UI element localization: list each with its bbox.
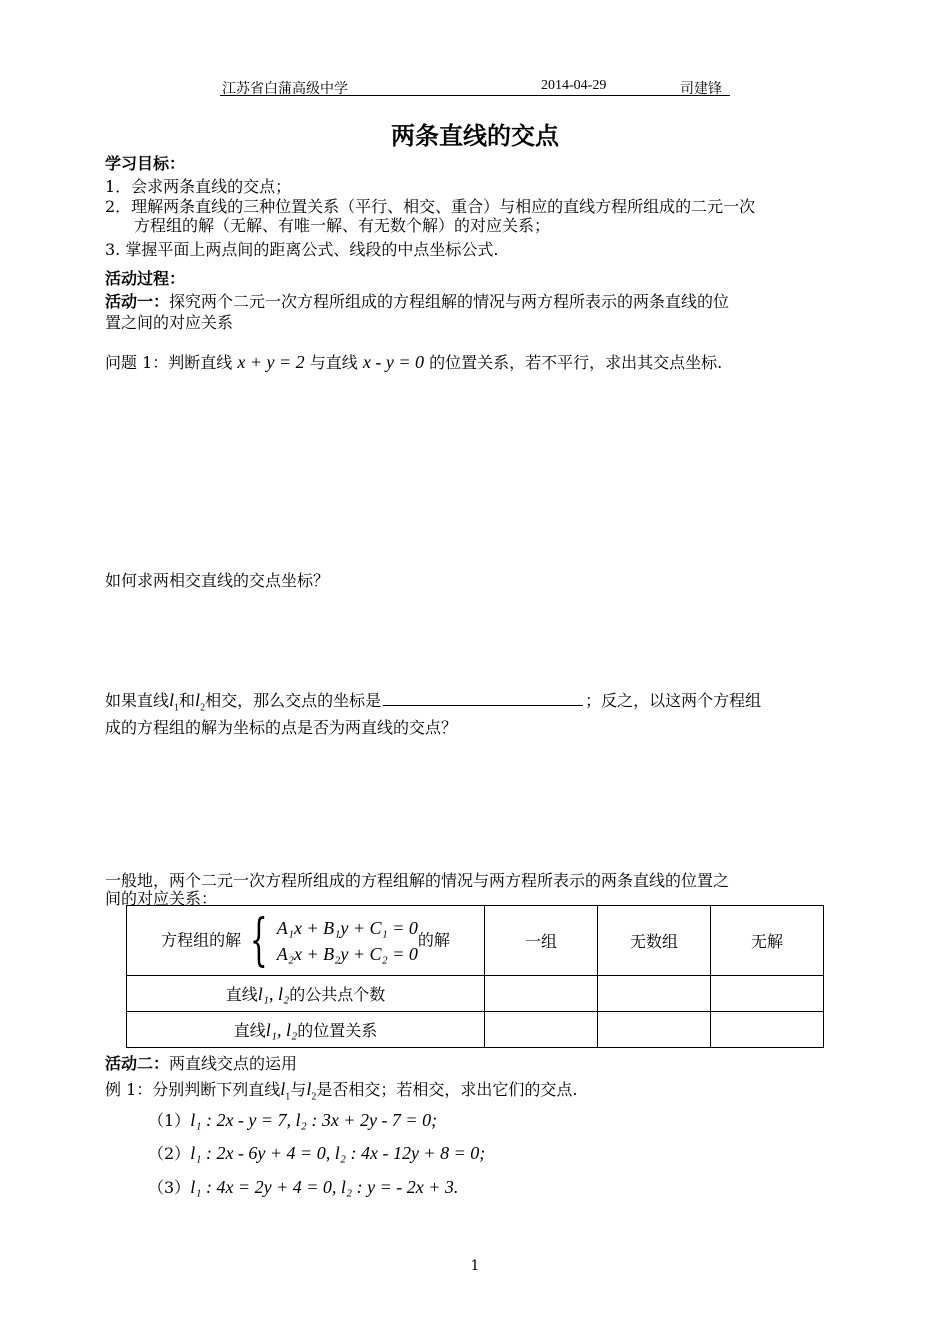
example1-mid: 与 <box>290 1080 307 1099</box>
question1-prefix: 问题 1：判断直线 <box>105 353 233 372</box>
page-number: 1 <box>470 1258 480 1274</box>
general-line1: 一般地，两个二元一次方程所组成的方程组解的情况与两方程所表示的两条直线的位置之 <box>105 871 730 890</box>
subscript: 1 <box>174 702 180 714</box>
example1-item <box>148 1108 437 1131</box>
example1-item <box>148 1175 458 1198</box>
answer-blank[interactable] <box>383 691 583 706</box>
if-lines-line1 <box>105 688 761 714</box>
table-cell-empty[interactable] <box>711 1012 824 1048</box>
l-letter: l <box>169 690 175 710</box>
row-label-suffix: 的位置关系 <box>297 1021 378 1040</box>
item-expression: l₁ : 2x - y = 7, l₂ : 3x + 2y - 7 = 0; <box>190 1110 438 1130</box>
equation-system <box>277 915 418 967</box>
row-label-math: l₁, l₂ <box>265 1020 298 1040</box>
item-number: （3） <box>148 1178 191 1197</box>
example1-prompt <box>105 1077 577 1103</box>
page-title: 两条直线的交点 <box>391 121 559 150</box>
objective-item: 1．会求两条直线的交点； <box>105 177 292 196</box>
equation-b: A₂x + B₂y + C₂ = 0 <box>276 943 418 964</box>
table-cell-empty[interactable] <box>598 1012 711 1048</box>
if-lines-line2: 成的方程组的解为坐标的点是否为两直线的交点？ <box>105 718 458 737</box>
activity1-line2: 置之间的对应关系 <box>105 313 234 332</box>
activity2-text: 两直线交点的运用 <box>169 1054 298 1073</box>
example1-suffix: 是否相交；若相交，求出它们的交点. <box>316 1080 578 1099</box>
item-expression: l₁ : 4x = 2y + 4 = 0, l₂ : y = - 2x + 3. <box>190 1177 459 1197</box>
table-cell-position <box>127 1012 485 1048</box>
if-lines-mid: 相交，那么交点的坐标是 <box>205 691 382 710</box>
objective-item: 3. 掌握平面上两点间的距离公式、线段的中点坐标公式. <box>105 240 499 259</box>
l-letter: l <box>306 1079 312 1099</box>
objective-item: 方程组的解（无解、有唯一解、有无数个解）的对应关系； <box>134 216 551 235</box>
if-lines-and: 和 <box>179 691 196 710</box>
item-number: （1） <box>148 1111 191 1130</box>
activity2 <box>105 1051 297 1074</box>
l2-symbol <box>195 690 206 714</box>
table-header-none: 无解 <box>711 906 824 976</box>
l1-symbol <box>280 1079 291 1103</box>
question1-eq1: x + y = 2 <box>237 352 305 372</box>
left-brace: { <box>249 907 268 973</box>
header-date: 2014-04-29 <box>541 78 607 93</box>
general-line2: 间的对应关系： <box>105 889 218 908</box>
l-letter: l <box>195 690 201 710</box>
item-number: （2） <box>148 1144 191 1163</box>
table-row <box>127 1012 824 1048</box>
subscript: 1 <box>285 1091 291 1103</box>
activity1-label: 活动一： <box>105 292 170 311</box>
activity2-label: 活动二： <box>105 1054 170 1073</box>
row-label-math: l₁, l₂ <box>257 984 290 1004</box>
table-cell-empty[interactable] <box>485 976 598 1012</box>
subscript: 2 <box>200 702 206 714</box>
question1-mid: 与直线 <box>309 353 358 372</box>
table-row <box>127 906 824 976</box>
table-cell-empty[interactable] <box>485 1012 598 1048</box>
row-label-suffix: 的公共点个数 <box>289 985 386 1004</box>
system-label-suffix: 的解 <box>417 930 450 949</box>
table-cell-system <box>127 906 485 976</box>
question1 <box>105 350 722 373</box>
item-expression: l₁ : 2x - 6y + 4 = 0, l₂ : 4x - 12y + 8 = 0; <box>190 1143 486 1163</box>
header-rule <box>220 95 730 96</box>
subscript: 2 <box>311 1091 317 1103</box>
table-header-one: 一组 <box>485 906 598 976</box>
table-cell-common-points <box>127 976 485 1012</box>
activity1-line1 <box>105 289 729 312</box>
row-label-prefix: 直线 <box>233 1021 266 1040</box>
process-heading: 活动过程： <box>105 269 186 288</box>
l1-symbol <box>169 690 180 714</box>
table-cell-empty[interactable] <box>711 976 824 1012</box>
question1-suffix: 的位置关系，若不平行，求出其交点坐标. <box>429 353 723 372</box>
example1-prefix: 例 1：分别判断下列直线 <box>105 1080 281 1099</box>
system-label-prefix: 方程组的解 <box>161 930 242 949</box>
l2-symbol <box>306 1079 317 1103</box>
header-school: 江苏省白蒲高级中学 <box>222 81 348 97</box>
example1-item <box>148 1141 485 1164</box>
activity1-text: 探究两个二元一次方程所组成的方程组解的情况与两方程所表示的两条直线的位 <box>169 292 730 311</box>
table-row <box>127 976 824 1012</box>
l-letter: l <box>280 1079 286 1099</box>
objectives-heading: 学习目标： <box>105 154 186 173</box>
if-lines-prefix: 如果直线 <box>105 691 170 710</box>
if-lines-suffix: ；反之，以这两个方程组 <box>585 691 762 710</box>
table-cell-empty[interactable] <box>598 976 711 1012</box>
header-author: 司建锋 <box>680 81 722 97</box>
equation-a: A₁x + B₁y + C₁ = 0 <box>276 917 418 938</box>
row-label-prefix: 直线 <box>225 985 258 1004</box>
how-to-question: 如何求两相交直线的交点坐标？ <box>105 571 330 590</box>
objective-item: 2．理解两条直线的三种位置关系（平行、相交、重合）与相应的直线方程所组成的二元一次 <box>105 197 756 216</box>
table-header-infinite: 无数组 <box>598 906 711 976</box>
correspondence-table <box>126 905 824 1048</box>
question1-eq2: x - y = 0 <box>362 352 424 372</box>
